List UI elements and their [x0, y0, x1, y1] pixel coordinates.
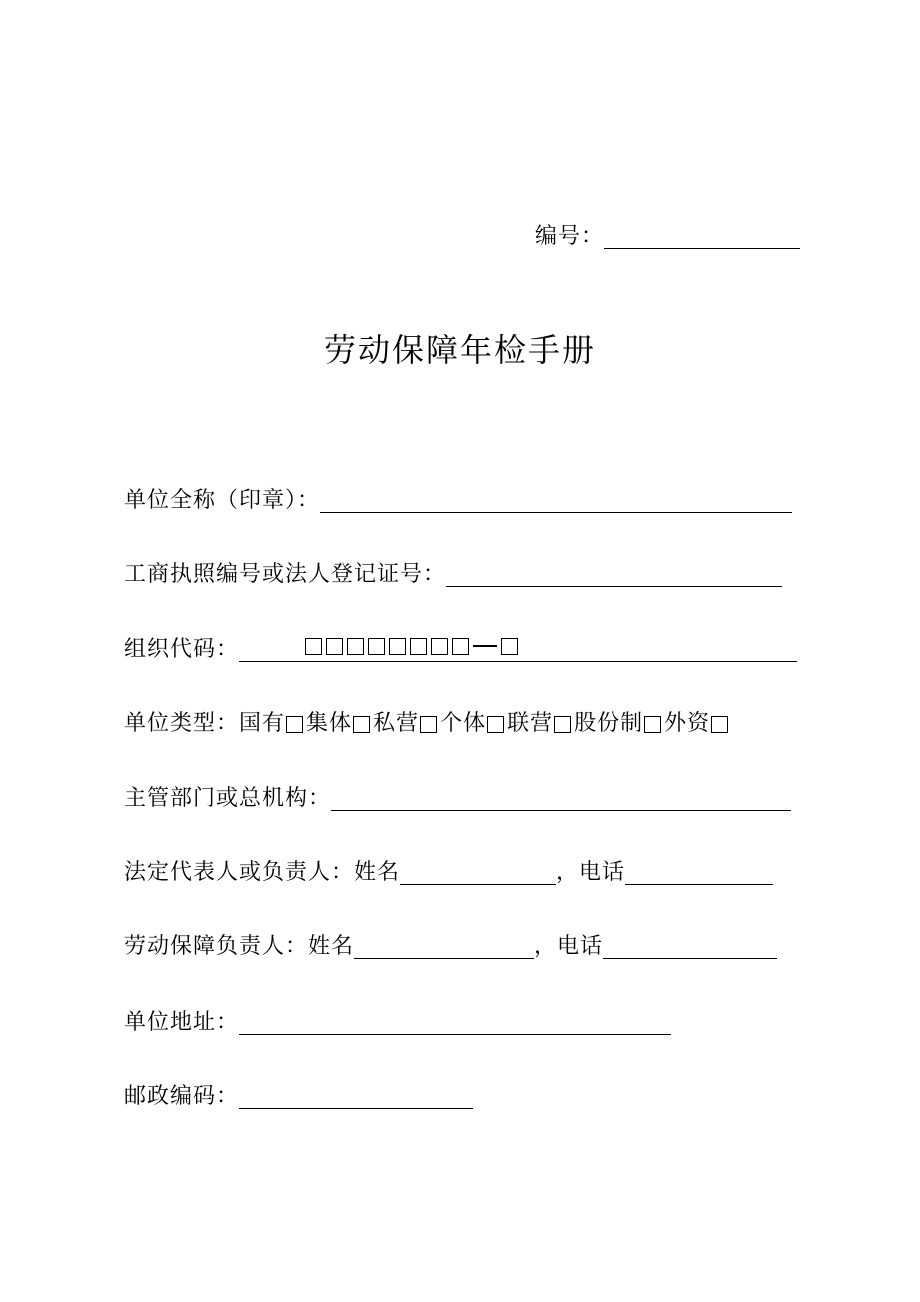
address-label: 单位地址： [124, 1010, 240, 1035]
unit-type-row [124, 710, 731, 738]
legal-rep-name-field[interactable] [400, 858, 556, 885]
org-code-digit-box [431, 638, 448, 655]
labor-head-label: 劳动保障负责人：姓名 [124, 934, 355, 959]
checkbox[interactable] [644, 716, 661, 733]
org-code-digit-box [452, 638, 469, 655]
unit-name-row [124, 486, 792, 515]
unit-name-label: 单位全称（印章）： [124, 488, 321, 513]
unit-type-option-label: 国有 [239, 711, 286, 736]
labor-head-phone-label: ，电话 [534, 934, 604, 959]
serial-number-label: 编号： [535, 224, 605, 249]
unit-type-option-label: 外资 [664, 711, 711, 736]
legal-rep-label: 法定代表人或负责人：姓名 [124, 860, 401, 885]
org-code-digit-box [326, 638, 343, 655]
org-code-digit-box [347, 638, 364, 655]
supervisor-label: 主管部门或总机构： [124, 786, 332, 811]
labor-head-phone-field[interactable] [603, 932, 777, 959]
unit-type-option[interactable] [440, 710, 507, 738]
org-code-check-box [501, 638, 518, 655]
address-field[interactable] [239, 1008, 671, 1035]
unit-type-option[interactable] [306, 710, 373, 738]
unit-type-option[interactable] [239, 710, 306, 738]
legal-rep-phone-label: ，电话 [556, 860, 626, 885]
unit-type-option-label: 联营 [507, 711, 554, 736]
checkbox[interactable] [353, 716, 370, 733]
postcode-label: 邮政编码： [124, 1084, 240, 1109]
unit-type-option[interactable] [373, 710, 440, 738]
legal-rep-row [124, 858, 773, 887]
org-code-digit-box [305, 638, 322, 655]
labor-head-name-field[interactable] [354, 932, 534, 959]
unit-type-label: 单位类型： [124, 711, 240, 736]
org-code-field[interactable] [239, 634, 797, 662]
postcode-field[interactable] [239, 1082, 473, 1109]
checkbox[interactable] [554, 716, 571, 733]
postcode-row [124, 1082, 473, 1111]
unit-type-option-label: 集体 [306, 711, 353, 736]
unit-type-option-label: 个体 [440, 711, 487, 736]
org-code-dash [473, 645, 497, 647]
org-code-digit-box [389, 638, 406, 655]
checkbox[interactable] [711, 716, 728, 733]
supervisor-field[interactable] [331, 784, 791, 811]
serial-number-field[interactable] [604, 222, 800, 249]
supervisor-row [124, 784, 791, 813]
legal-rep-phone-field[interactable] [625, 858, 773, 885]
org-code-row [124, 634, 797, 664]
license-label: 工商执照编号或法人登记证号： [124, 562, 447, 587]
license-row [124, 560, 782, 589]
unit-type-option[interactable] [574, 710, 664, 738]
unit-name-field[interactable] [320, 486, 792, 513]
license-field[interactable] [446, 560, 782, 587]
org-code-label: 组织代码： [124, 637, 240, 662]
checkbox[interactable] [487, 716, 504, 733]
checkbox[interactable] [286, 716, 303, 733]
unit-type-option[interactable] [664, 710, 731, 738]
serial-number-row [535, 222, 800, 251]
page-title: 劳动保障年检手册 [323, 331, 596, 369]
unit-type-option-label: 股份制 [574, 711, 644, 736]
unit-type-option-label: 私营 [373, 711, 420, 736]
address-row [124, 1008, 671, 1037]
unit-type-option[interactable] [507, 710, 574, 738]
org-code-digit-box [410, 638, 427, 655]
labor-head-row [124, 932, 777, 961]
checkbox[interactable] [420, 716, 437, 733]
org-code-digit-box [368, 638, 385, 655]
